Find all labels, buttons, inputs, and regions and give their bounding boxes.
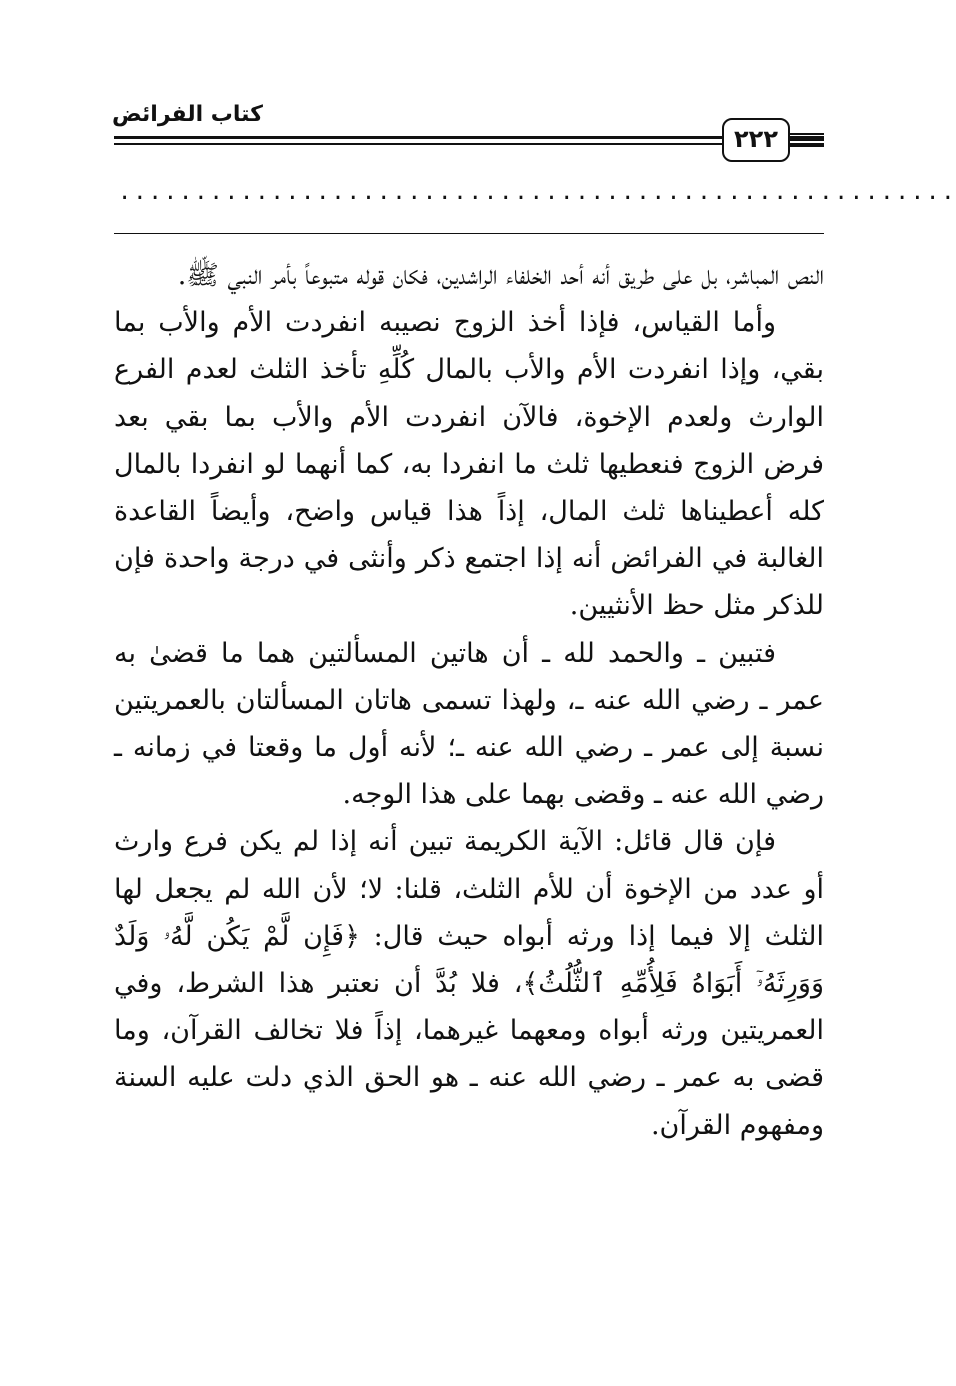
paragraph: فإن قال قائل: الآية الكريمة تبين أنه إذا لم يكن فرع وارث أو عدد من الإخوة أن للأم الثلث، قلنا: لا؛ لأن الله لم يجعل لها الثلث إلا فيما إذا ورثه أبواه حيث قال: ﴿فَإِن لَّمْ يَكُن لَّهُۥ وَلَدٌ وَوَرِثَهُۥٓ أَبَوَاهُ فَلِأُمِّهِ ٱلثُّلُثُ﴾، فلا بُدَّ أن نعتبر هذا الشرط، وفي العمريتين ورثه أبواه ومعهما غيرهما، إذاً فلا تخالف القرآن، وما قضى به عمر ـ رضي الله عنه ـ هو الحق الذي دلت عليه السنة ومفهوم القرآن.: [114, 826, 824, 1141]
running-header-title: كتاب الفرائض: [112, 102, 263, 127]
header-rule-bottom: [114, 143, 824, 145]
paragraph: فتبين ـ والحمد لله ـ أن هاتين المسألتين هما ما قضىٰ به عمر ـ رضي الله عنه ـ، ولهذا تسمى هاتان المسألتان بالعمريتين نسبة إلى عمر ـ رضي الله عنه ـ؛ لأنه أول ما وقعتا في زمانه ـ رضي الله عنه ـ وقضى بهما على هذا الوجه.: [114, 637, 824, 811]
dotted-separator: .......................................................: [118, 180, 956, 205]
header-rule-top: [114, 136, 824, 139]
section-divider: [114, 233, 824, 234]
body-text: [114, 252, 824, 1149]
header-rule-ornament: [788, 133, 824, 135]
page-number: ٢٢٢: [722, 118, 790, 162]
paragraph: وأما القياس، فإذا أخذ الزوج نصيبه انفردت الأم والأب بما بقي، وإذا انفردت الأم والأب بالمال كُلِّهِ تأخذ الثلث لعدم الفرع الوارث ولعدم الإخوة، فالآن انفردت الأم والأب بما بقي بعد فرض الزوج فنعطيها ثلث ما انفردا به، كما أنهما لو انفردا بالمال كله أعطيناها ثلث المال، إذاً هذا قياس واضح، وأيضاً القاعدة الغالبة في الفرائض أنه إذا اجتمع ذكر وأنثى في درجة واحدة فإن للذكر مثل حظ الأنثيين.: [114, 307, 824, 622]
paragraph: النص المباشر، بل على طريق أنه أحد الخلفاء الراشدين، فكان قوله متبوعاً بأمر النبي ﷺ.: [177, 260, 824, 291]
header-rule-ornament: [788, 145, 824, 147]
header-rule-ornament: [788, 139, 824, 141]
